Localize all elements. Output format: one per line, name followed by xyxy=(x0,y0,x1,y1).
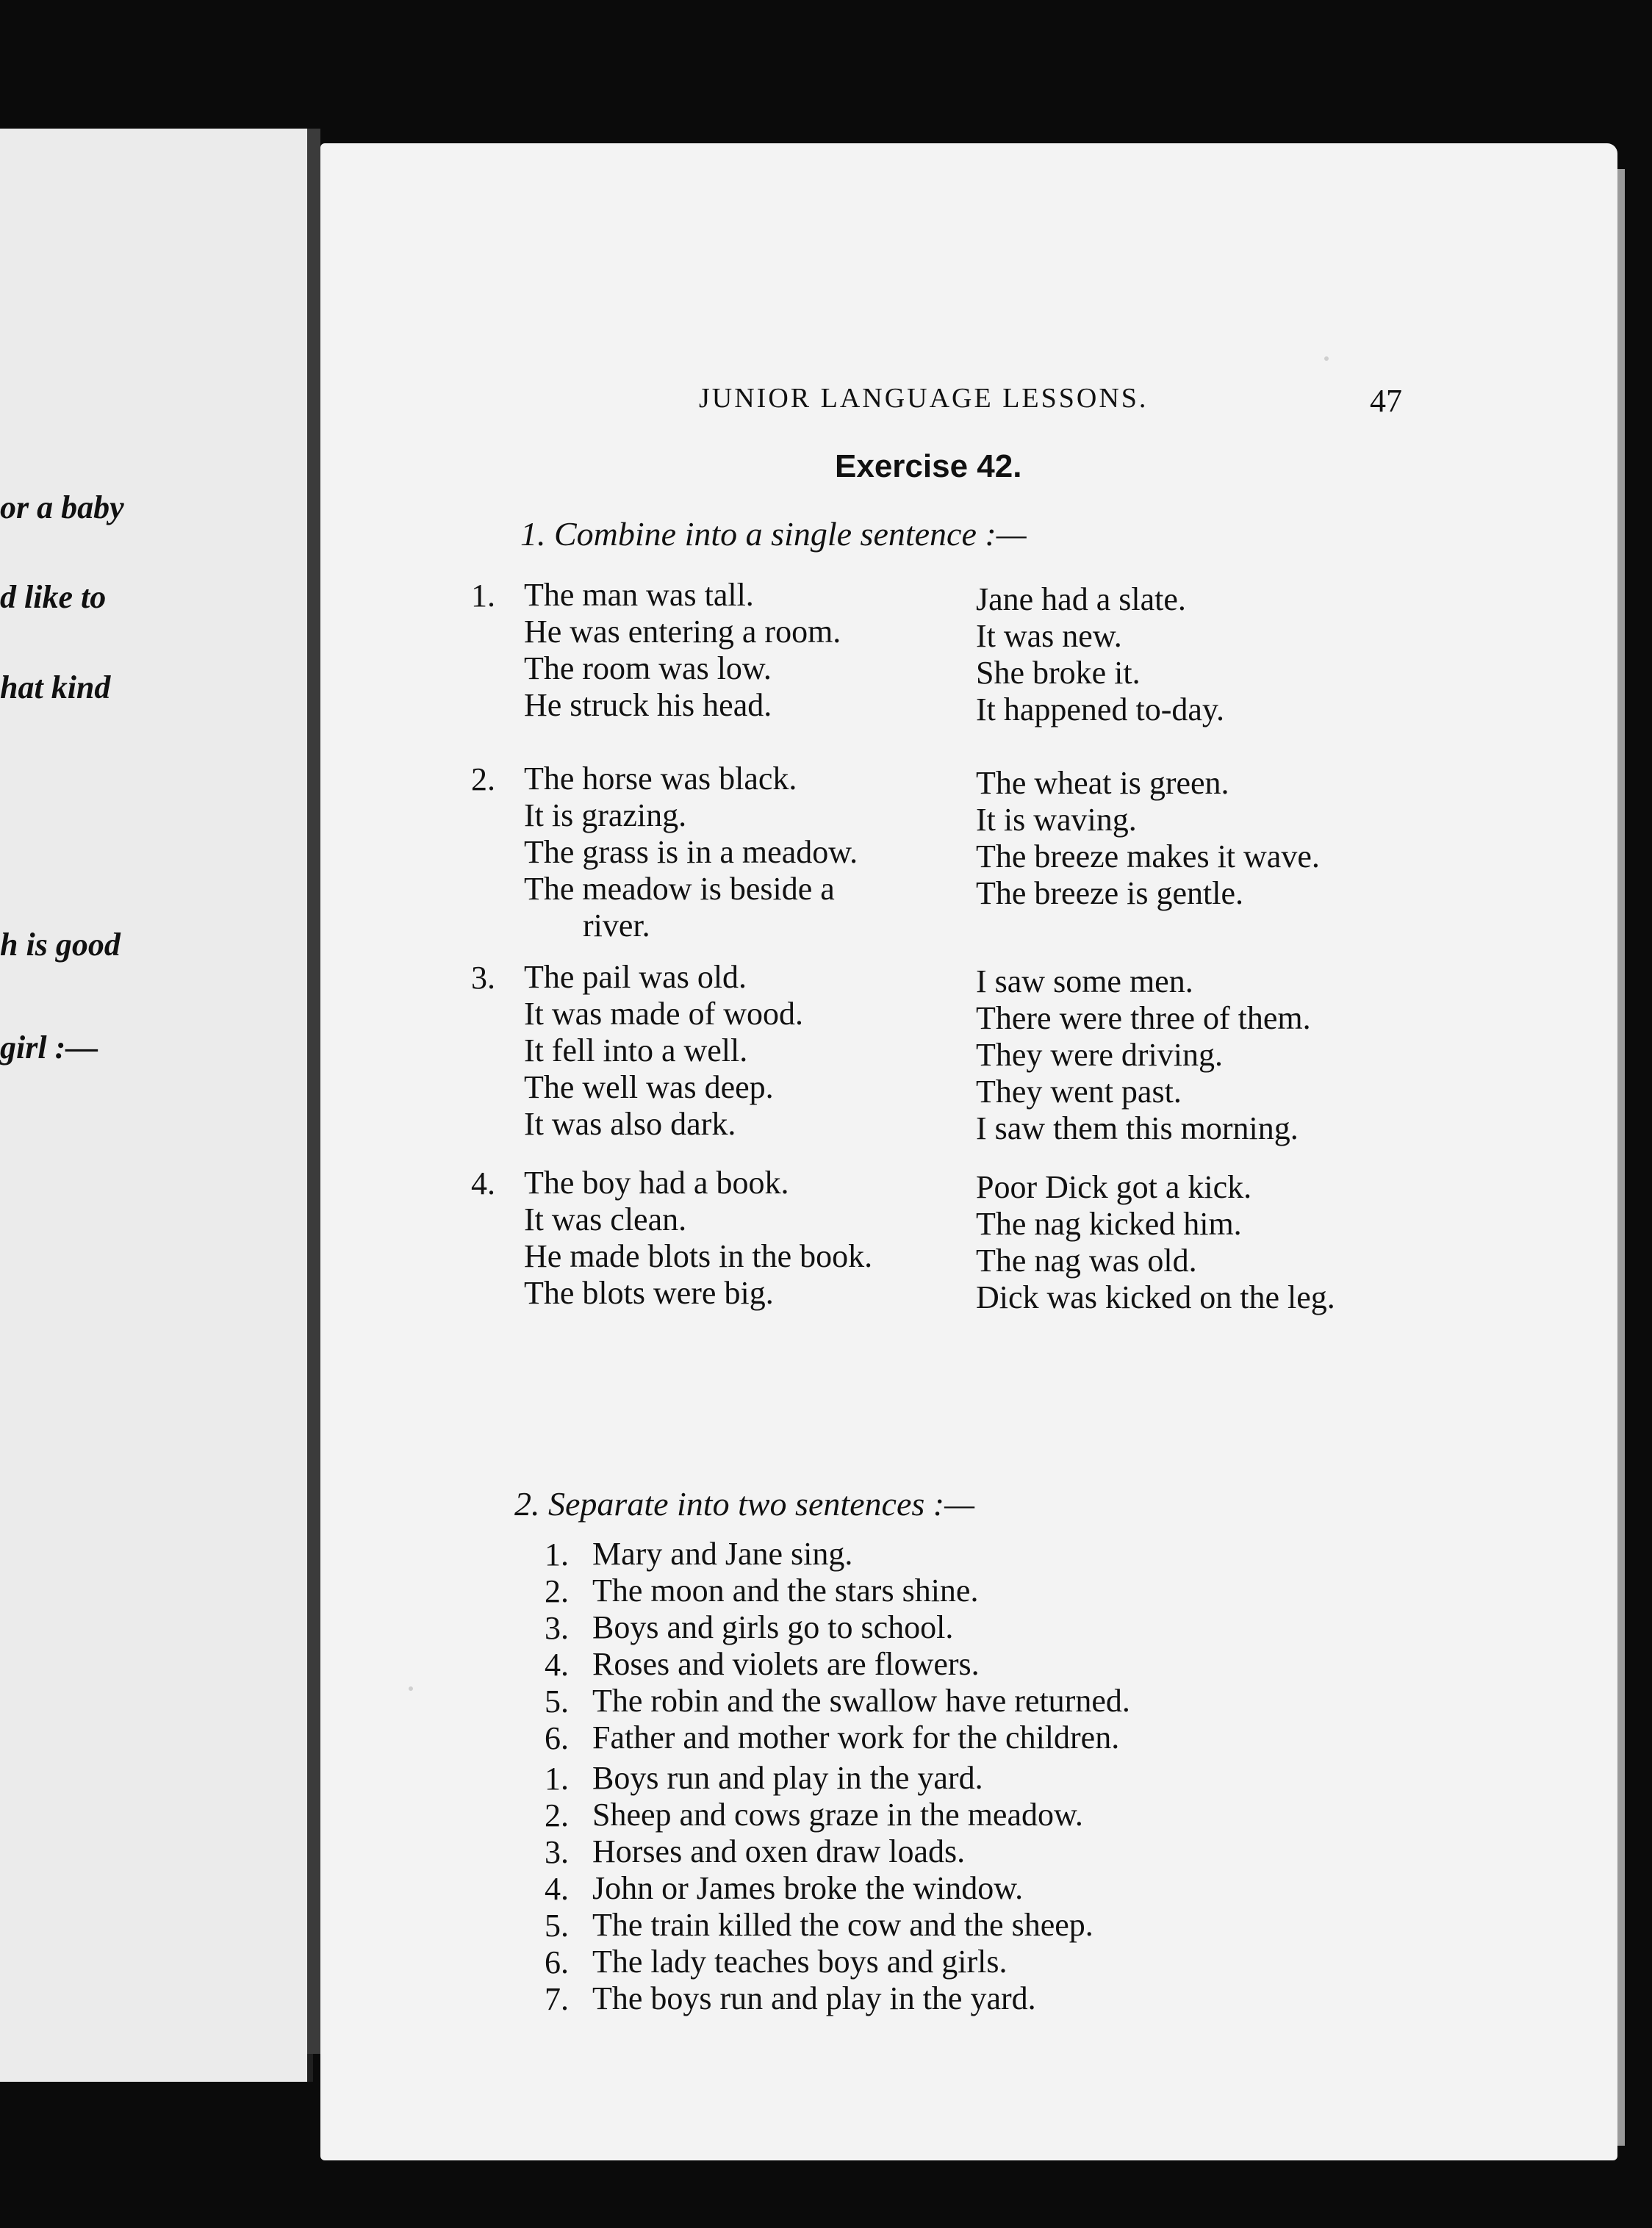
speck xyxy=(1324,356,1329,361)
list-item-text: The robin and the swallow have returned. xyxy=(592,1683,1130,1719)
right-sentence: The breeze makes it wave. xyxy=(976,838,1320,874)
list-item-number: 3. xyxy=(545,1834,569,1870)
list-item-text: Boys run and play in the yard. xyxy=(592,1760,983,1796)
list-item-number: 7. xyxy=(545,1981,569,2017)
left-sentence: river. xyxy=(583,908,650,944)
page-number: 47 xyxy=(1370,383,1402,419)
left-sentence: He struck his head. xyxy=(524,687,772,723)
left-sentence: It fell into a well. xyxy=(524,1032,748,1068)
list-item-text: Roses and violets are flowers. xyxy=(592,1646,980,1682)
list-item-number: 5. xyxy=(545,1683,569,1719)
left-page xyxy=(0,129,313,2082)
section-2-heading xyxy=(514,1484,974,1523)
section-number: 1. xyxy=(520,515,546,553)
list-item-text: Mary and Jane sing. xyxy=(592,1536,853,1572)
section-title: Combine into a single sentence :— xyxy=(554,515,1027,553)
list-item-text: The moon and the stars shine. xyxy=(592,1573,979,1609)
list-item-text: John or James broke the window. xyxy=(592,1870,1024,1906)
left-sentence: It was made of wood. xyxy=(524,996,804,1032)
right-sentence: They were driving. xyxy=(976,1037,1223,1073)
left-sentence: The man was tall. xyxy=(524,577,754,613)
list-item-number: 1. xyxy=(545,1761,569,1797)
list-item-number: 3. xyxy=(545,1610,569,1646)
right-sentence: It is waving. xyxy=(976,802,1137,838)
left-page-line: h is good xyxy=(0,927,121,963)
list-item-text: Sheep and cows graze in the meadow. xyxy=(592,1797,1083,1833)
right-sentence: She broke it. xyxy=(976,655,1141,691)
right-sentence: It was new. xyxy=(976,618,1122,654)
running-header: JUNIOR LANGUAGE LESSONS. xyxy=(699,383,1149,414)
left-page-line: or a baby xyxy=(0,489,124,525)
right-sentence: I saw some men. xyxy=(976,963,1193,999)
left-sentence: It was clean. xyxy=(524,1201,687,1237)
right-sentence: I saw them this morning. xyxy=(976,1110,1299,1146)
left-sentence: The horse was black. xyxy=(524,761,797,797)
list-item-number: 4. xyxy=(545,1871,569,1907)
exercise-title: Exercise 42. xyxy=(835,448,1022,484)
list-item-number: 1. xyxy=(545,1537,569,1573)
right-sentence: It happened to-day. xyxy=(976,691,1225,727)
left-sentence: He made blots in the book. xyxy=(524,1238,873,1274)
group-number: 4. xyxy=(471,1165,495,1201)
list-item-number: 2. xyxy=(545,1573,569,1609)
list-item-text: The boys run and play in the yard. xyxy=(592,1980,1036,2016)
list-item-number: 2. xyxy=(545,1797,569,1833)
left-page-line: d like to xyxy=(0,579,107,615)
list-item-text: Horses and oxen draw loads. xyxy=(592,1833,966,1869)
left-sentence: The pail was old. xyxy=(524,959,747,995)
right-page xyxy=(320,143,1617,2160)
group-number: 3. xyxy=(471,960,495,996)
list-item-number: 5. xyxy=(545,1908,569,1944)
left-sentence: The grass is in a meadow. xyxy=(524,834,858,870)
group-number: 2. xyxy=(471,761,495,797)
left-sentence: The room was low. xyxy=(524,650,772,686)
left-sentence: It was also dark. xyxy=(524,1106,736,1142)
right-sentence: The nag was old. xyxy=(976,1243,1197,1279)
list-item-text: The train killed the cow and the sheep. xyxy=(592,1907,1093,1943)
left-page-line: hat kind xyxy=(0,669,111,705)
list-item-number: 4. xyxy=(545,1647,569,1683)
left-sentence: It is grazing. xyxy=(524,797,687,833)
group-number: 1. xyxy=(471,578,495,614)
left-page-line: girl :— xyxy=(0,1029,98,1066)
section-number: 2. xyxy=(514,1485,540,1523)
right-sentence: Dick was kicked on the leg. xyxy=(976,1279,1335,1315)
book-gutter xyxy=(307,129,320,2054)
left-sentence: The meadow is beside a xyxy=(524,871,835,907)
left-sentence: The blots were big. xyxy=(524,1275,774,1311)
right-sentence: The breeze is gentle. xyxy=(976,875,1244,911)
list-item-number: 6. xyxy=(545,1944,569,1980)
left-sentence: He was entering a room. xyxy=(524,614,841,650)
section-1-heading xyxy=(520,514,1027,553)
list-item-text: Father and mother work for the children. xyxy=(592,1719,1120,1756)
speck xyxy=(409,1686,413,1691)
left-sentence: The well was deep. xyxy=(524,1069,774,1105)
right-sentence: Poor Dick got a kick. xyxy=(976,1169,1252,1205)
list-item-number: 6. xyxy=(545,1720,569,1756)
section-title: Separate into two sentences :— xyxy=(548,1485,975,1523)
right-sentence: Jane had a slate. xyxy=(976,581,1186,617)
right-sentence: The wheat is green. xyxy=(976,765,1229,801)
left-sentence: The boy had a book. xyxy=(524,1165,789,1201)
right-sentence: There were three of them. xyxy=(976,1000,1311,1036)
list-item-text: The lady teaches boys and girls. xyxy=(592,1944,1008,1980)
right-sentence: The nag kicked him. xyxy=(976,1206,1242,1242)
list-item-text: Boys and girls go to school. xyxy=(592,1609,954,1645)
right-sentence: They went past. xyxy=(976,1074,1182,1110)
